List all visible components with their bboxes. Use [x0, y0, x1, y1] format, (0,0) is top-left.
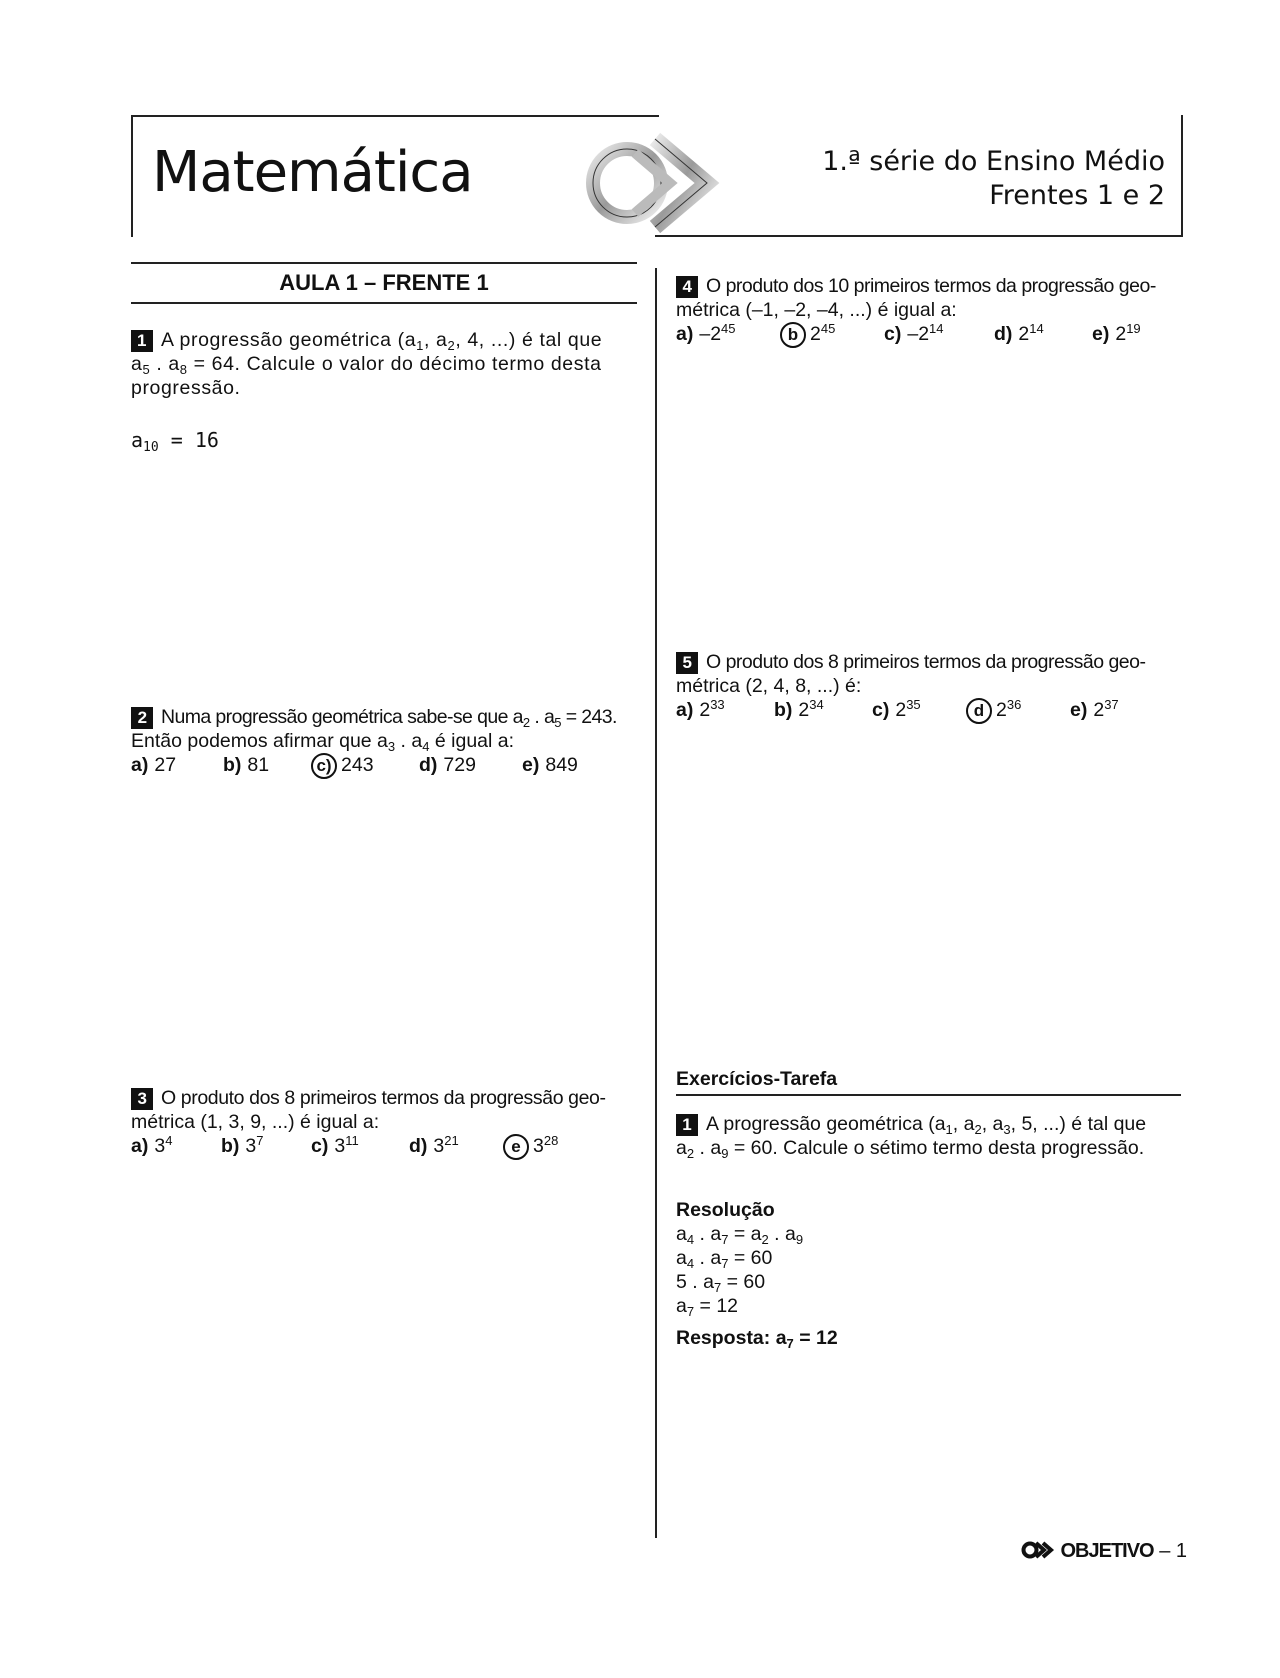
option-base: 2 [996, 699, 1007, 721]
circled-option-letter: d [966, 698, 992, 724]
option-exponent: 36 [1006, 697, 1022, 712]
series-label [822, 145, 1165, 213]
subscript: 1 [945, 1122, 953, 1137]
q2-text: = 243. [560, 706, 617, 728]
q1-text: progressão. [131, 377, 241, 399]
subscript: 7 [721, 1232, 729, 1247]
option-e [1092, 322, 1141, 348]
option-b [221, 1134, 311, 1160]
resolution-step [676, 1246, 1176, 1270]
series-line-2: Frentes 1 e 2 [989, 180, 1165, 211]
option-base: 2 [1093, 699, 1105, 721]
option-exponent: 14 [1029, 321, 1044, 336]
subscript: 10 [143, 440, 159, 455]
circled-option-letter: e [503, 1134, 529, 1160]
question-number: 2 [131, 707, 153, 729]
q2-text: Numa progressão geométrica sabe-se que a [161, 706, 523, 728]
series-line-1: 1.ª série do Ensino Médio [822, 146, 1165, 177]
objetivo-logo-icon [575, 125, 735, 235]
objetivo-small-logo-icon [1021, 1541, 1055, 1559]
step-text: . a [694, 1223, 722, 1245]
step-text: = 12 [694, 1295, 739, 1317]
handwritten-answer [131, 428, 219, 455]
option-letter: a) [131, 754, 149, 776]
circled-option-letter: b [780, 322, 806, 348]
q1-text: a [131, 353, 143, 375]
option-letter: e) [1070, 699, 1088, 721]
option-letter: e) [522, 754, 540, 776]
subscript: 3 [387, 739, 396, 754]
tarefa-text: , 5, ...) é tal que [1010, 1113, 1147, 1135]
subscript: 7 [786, 1336, 794, 1351]
option-exponent: 34 [809, 697, 824, 712]
question-3 [131, 1086, 651, 1160]
step-text: = 60 [721, 1271, 766, 1293]
option-letter: d) [419, 754, 438, 776]
options-row [131, 1134, 651, 1160]
option-a [131, 753, 223, 779]
q1-text: . a [150, 353, 180, 375]
option-exponent: 7 [256, 1133, 264, 1148]
options-row [676, 322, 1186, 348]
option-e [1070, 698, 1119, 724]
resolution-step [676, 1270, 1176, 1294]
step-text: 5 . a [676, 1271, 714, 1293]
q4-text: métrica (–1, –2, –4, ...) é igual a: [676, 299, 957, 321]
question-1 [131, 328, 641, 400]
option-c [884, 322, 994, 348]
circled-option-letter: c) [311, 753, 337, 779]
footer-brand: OBJETIVO [1060, 1540, 1154, 1562]
option-d [409, 1134, 503, 1160]
option-letter: a) [676, 699, 694, 721]
step-text: . a [694, 1247, 722, 1269]
subscript: 9 [721, 1146, 729, 1161]
option-base: 3 [433, 1135, 445, 1157]
option-letter: c) [872, 699, 890, 721]
option-c-circled [311, 753, 419, 779]
tarefa-text: a [676, 1137, 687, 1159]
option-letter: c) [884, 323, 902, 345]
option-letter: e) [1092, 323, 1110, 345]
resolution-step [676, 1294, 1176, 1318]
option-base: 2 [1018, 323, 1030, 345]
subscript: 9 [795, 1232, 804, 1247]
option-base: 2 [699, 699, 711, 721]
option-c [311, 1134, 409, 1160]
step-text: . a [768, 1223, 796, 1245]
q3-text: O produto dos 8 primeiros termos da progressão geo- [161, 1087, 606, 1109]
tarefa-text: , a [981, 1113, 1004, 1135]
q1-text: , a [424, 329, 448, 351]
resolution-step [676, 1222, 1176, 1246]
option-base: 2 [1115, 323, 1127, 345]
option-value: 729 [443, 754, 476, 776]
resolution-heading: Resolução [676, 1199, 775, 1221]
option-d-circled [966, 698, 1070, 724]
column-divider [655, 268, 657, 1538]
subscript: 2 [522, 715, 530, 730]
page-number: – 1 [1159, 1540, 1187, 1562]
option-b [774, 698, 872, 724]
step-text: = 60 [728, 1247, 773, 1269]
option-exponent: 45 [721, 321, 736, 336]
options-row [131, 753, 651, 779]
q5-text: O produto dos 8 primeiros termos da progressão geo- [706, 651, 1146, 673]
option-c [872, 698, 966, 724]
option-value: 81 [247, 754, 270, 776]
page-title: Matemática [152, 140, 473, 205]
option-letter: b) [223, 754, 242, 776]
subscript: 2 [686, 1146, 695, 1161]
subscript: 4 [686, 1256, 695, 1271]
option-a [676, 322, 780, 348]
option-letter: a) [676, 323, 694, 345]
option-exponent: 33 [710, 697, 725, 712]
option-exponent: 11 [345, 1133, 359, 1148]
option-e-circled [503, 1134, 558, 1160]
question-number: 1 [676, 1114, 698, 1136]
option-base: 3 [334, 1135, 346, 1157]
step-text: a [676, 1247, 687, 1269]
subscript: 8 [179, 362, 188, 377]
option-letter: d) [409, 1135, 428, 1157]
step-text: a [676, 1295, 687, 1317]
subscript: 7 [713, 1280, 722, 1295]
answer-text: = 12 [793, 1327, 838, 1349]
tarefa-text: . a [694, 1137, 722, 1159]
question-number: 5 [676, 652, 698, 674]
option-value: 849 [545, 754, 578, 776]
question-2 [131, 705, 651, 779]
option-e [522, 753, 578, 779]
subscript: 1 [416, 338, 424, 353]
question-number: 3 [131, 1088, 153, 1110]
option-b-circled [780, 322, 884, 348]
q2-text: é igual a: [429, 730, 515, 752]
tarefa-question-1 [676, 1112, 1186, 1160]
subscript: 3 [1003, 1122, 1011, 1137]
question-number: 4 [676, 276, 698, 298]
q2-text: . a [529, 706, 555, 728]
q1-text: A progressão geométrica (a [161, 329, 417, 351]
subscript: 7 [721, 1256, 729, 1271]
answer-text: a [131, 428, 144, 452]
resolution-block [676, 1198, 1176, 1350]
q1-text: , 4, ...) é tal que [455, 329, 603, 351]
answer-line [676, 1326, 1176, 1350]
options-row [676, 698, 1186, 724]
option-base: 2 [798, 699, 810, 721]
option-exponent: 21 [444, 1133, 459, 1148]
subscript: 2 [974, 1122, 982, 1137]
tarefa-text: = 60. Calcule o sétimo termo desta progressão. [728, 1137, 1145, 1159]
question-5 [676, 650, 1186, 724]
option-base: 3 [154, 1135, 166, 1157]
exercises-heading: Exercícios-Tarefa [676, 1068, 1181, 1096]
option-exponent: 35 [906, 697, 921, 712]
subscript: 2 [447, 338, 456, 353]
q3-text: métrica (1, 3, 9, ...) é igual a: [131, 1111, 380, 1133]
question-4 [676, 274, 1186, 348]
option-value: 27 [154, 754, 177, 776]
subscript: 4 [422, 739, 430, 754]
subscript: 7 [686, 1304, 695, 1319]
option-base: –2 [699, 323, 722, 345]
option-letter: d) [994, 323, 1013, 345]
option-exponent: 37 [1104, 697, 1119, 712]
step-text: a [676, 1223, 687, 1245]
page-footer [1021, 1540, 1187, 1563]
q2-text: . a [395, 730, 423, 752]
question-number: 1 [131, 330, 153, 352]
option-base: 2 [810, 323, 821, 345]
option-base: 3 [533, 1135, 544, 1157]
answer-text: Resposta: a [676, 1327, 787, 1349]
option-exponent: 28 [543, 1133, 559, 1148]
option-letter: c) [311, 1135, 329, 1157]
option-exponent: 14 [929, 321, 944, 336]
step-text: = a [728, 1223, 762, 1245]
answer-text: = 16 [158, 428, 219, 452]
q1-text: = 64. Calcule o valor do décimo termo desta [187, 353, 602, 375]
option-exponent: 45 [820, 321, 836, 336]
option-base: 3 [245, 1135, 257, 1157]
option-base: –2 [907, 323, 930, 345]
option-d [994, 322, 1092, 348]
option-exponent: 4 [165, 1133, 173, 1148]
q4-text: O produto dos 10 primeiros termos da progressão geo- [706, 275, 1156, 297]
option-a [676, 698, 774, 724]
section-heading-text: AULA 1 – FRENTE 1 [279, 270, 489, 295]
section-heading [131, 262, 637, 304]
subscript: 2 [761, 1232, 769, 1247]
tarefa-text: A progressão geométrica (a [706, 1113, 946, 1135]
option-exponent: 19 [1126, 321, 1141, 336]
option-letter: b) [221, 1135, 240, 1157]
option-d [419, 753, 522, 779]
q5-text: métrica (2, 4, 8, ...) é: [676, 675, 862, 697]
tarefa-text: , a [952, 1113, 975, 1135]
q2-text: Então podemos afirmar que a [131, 730, 388, 752]
subscript: 4 [686, 1232, 695, 1247]
option-letter: b) [774, 699, 793, 721]
option-letter: a) [131, 1135, 149, 1157]
option-a [131, 1134, 221, 1160]
option-value: 243 [341, 754, 374, 776]
subscript: 5 [142, 362, 151, 377]
subscript: 5 [554, 715, 561, 730]
option-base: 2 [895, 699, 907, 721]
option-b [223, 753, 311, 779]
